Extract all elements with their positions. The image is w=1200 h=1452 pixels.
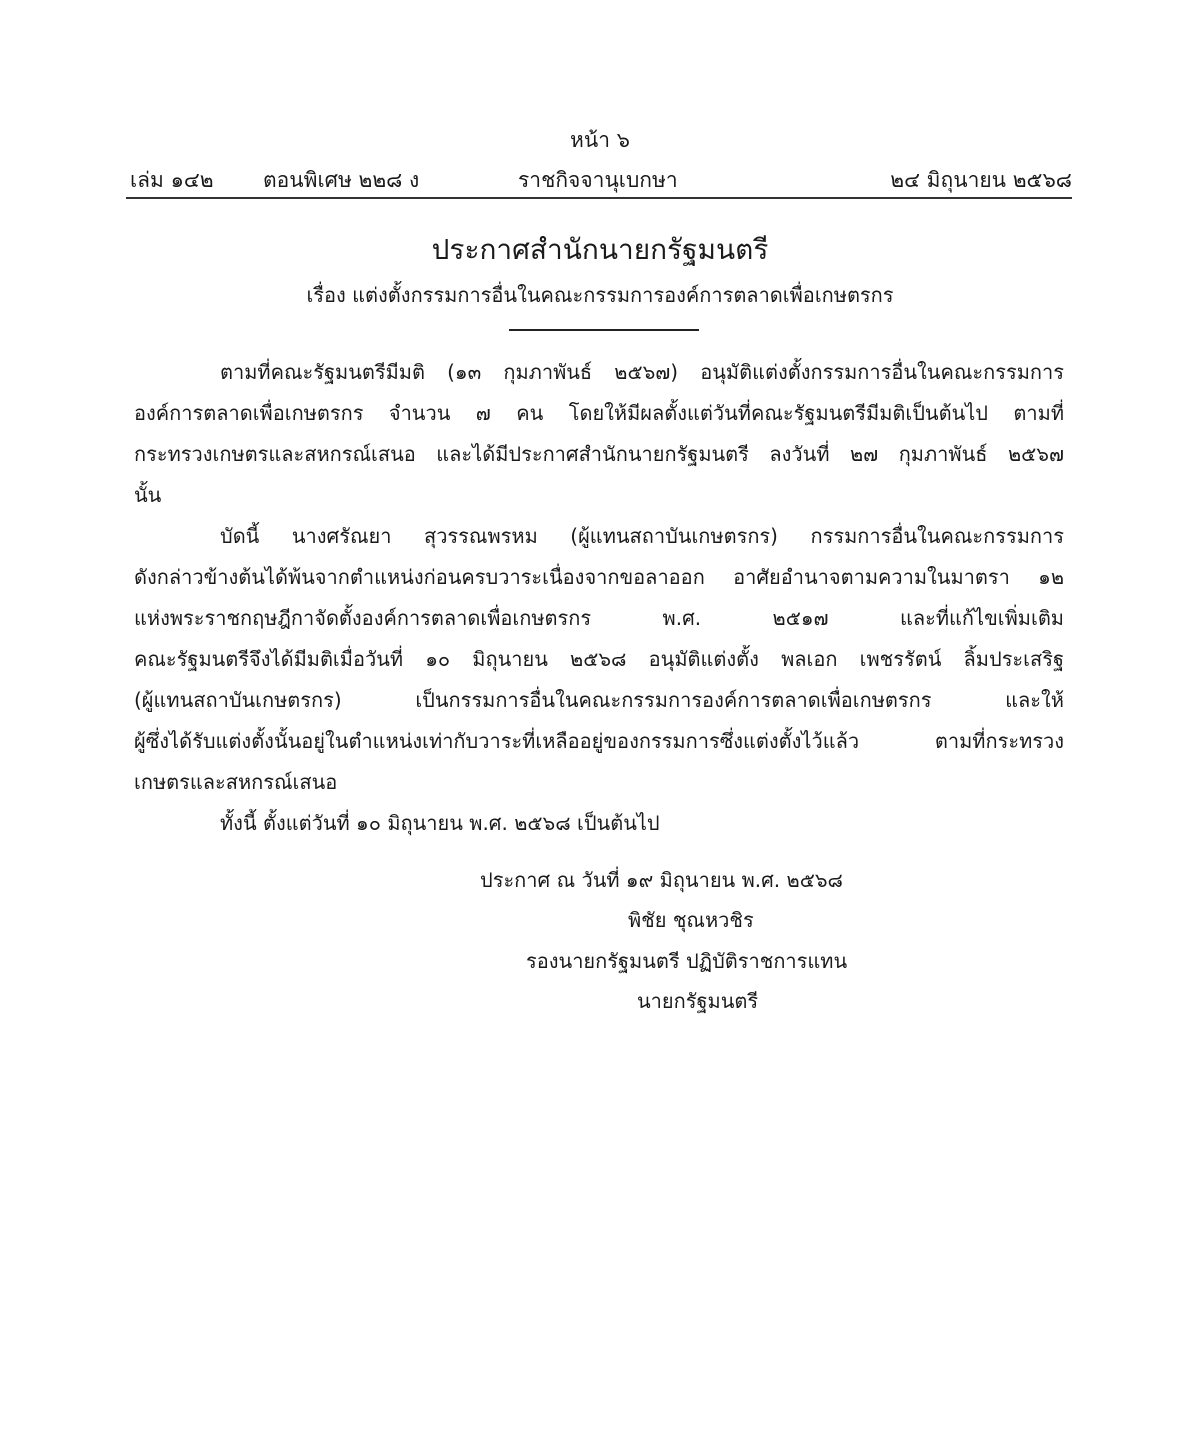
gazette-header (130, 164, 1072, 196)
header-gazette-name: ราชกิจจานุเบกษา (518, 168, 678, 192)
announcement-title: ประกาศสำนักนายกรัฐมนตรี (431, 233, 769, 266)
body-line: บัดนี้ นางศรัณยา สุวรรณพรหม (ผู้แทนสถาบันเกษตรกร) กรรมการอื่นในคณะกรรมการ (220, 524, 1064, 548)
body-line: ดังกล่าวข้างต้นได้พ้นจากตำแหน่งก่อนครบวาระเนื่องจากขอลาออก อาศัยอำนาจตามความในมาตรา ๑๒ (134, 565, 1064, 589)
body-line: ทั้งนี้ ตั้งแต่วันที่ ๑๐ มิถุนายน พ.ศ. ๒๕๖๘ เป็นต้นไป (220, 811, 660, 835)
body-line: (ผู้แทนสถาบันเกษตรกร) เป็นกรรมการอื่นในคณะกรรมการองค์การตลาดเพื่อเกษตรกร และให้ (134, 688, 1064, 712)
announcement-subject: เรื่อง แต่งตั้งกรรมการอื่นในคณะกรรมการองค์การตลาดเพื่อเกษตรกร (306, 283, 894, 307)
body-line: นั้น (134, 483, 162, 507)
announcement-date: ประกาศ ณ วันที่ ๑๙ มิถุนายน พ.ศ. ๒๕๖๘ (480, 868, 843, 892)
body-line: คณะรัฐมนตรีจึงได้มีมติเมื่อวันที่ ๑๐ มิถุนายน ๒๕๖๘ อนุมัติแต่งตั้ง พลเอก เพชรรัตน์ ลิ้มประเสริฐ (134, 647, 1064, 671)
header-issue: ตอนพิเศษ ๒๒๘ ง (263, 168, 420, 192)
header-date: ๒๔ มิถุนายน ๒๕๖๘ (890, 168, 1072, 192)
body-line: องค์การตลาดเพื่อเกษตรกร จำนวน ๗ คน โดยให้มีผลตั้งแต่วันที่คณะรัฐมนตรีมีมติเป็นต้นไป ตามที่ (134, 401, 1064, 425)
body-line: เกษตรและสหกรณ์เสนอ (134, 770, 338, 794)
header-divider (126, 197, 1072, 199)
body-line: ตามที่คณะรัฐมนตรีมีมติ (๑๓ กุมภาพันธ์ ๒๕๖๗) อนุมัติแต่งตั้งกรรมการอื่นในคณะกรรมการ (220, 360, 1064, 384)
body-line: แห่งพระราชกฤษฎีกาจัดตั้งองค์การตลาดเพื่อเกษตรกร พ.ศ. ๒๕๑๗ และที่แก้ไขเพิ่มเติม (134, 606, 1064, 630)
announcement-body (134, 352, 1064, 844)
body-line: ผู้ซึ่งได้รับแต่งตั้งนั้นอยู่ในตำแหน่งเท่ากับวาระที่เหลืออยู่ของกรรมการซึ่งแต่งตั้งไว้แล้ว ตามที่กระทรวง (134, 729, 1064, 753)
page-number: หน้า ๖ (570, 128, 630, 152)
title-divider (509, 329, 699, 331)
signatory-title: นายกรัฐมนตรี (637, 989, 759, 1013)
body-line: กระทรวงเกษตรและสหกรณ์เสนอ และได้มีประกาศสำนักนายกรัฐมนตรี ลงวันที่ ๒๗ กุมภาพันธ์ ๒๕๖๗ (134, 442, 1064, 466)
header-volume: เล่ม ๑๔๒ (130, 168, 214, 192)
signatory-position: รองนายกรัฐมนตรี ปฏิบัติราชการแทน (526, 949, 848, 973)
signatory-name: พิชัย ชุณหวชิร (628, 908, 754, 932)
